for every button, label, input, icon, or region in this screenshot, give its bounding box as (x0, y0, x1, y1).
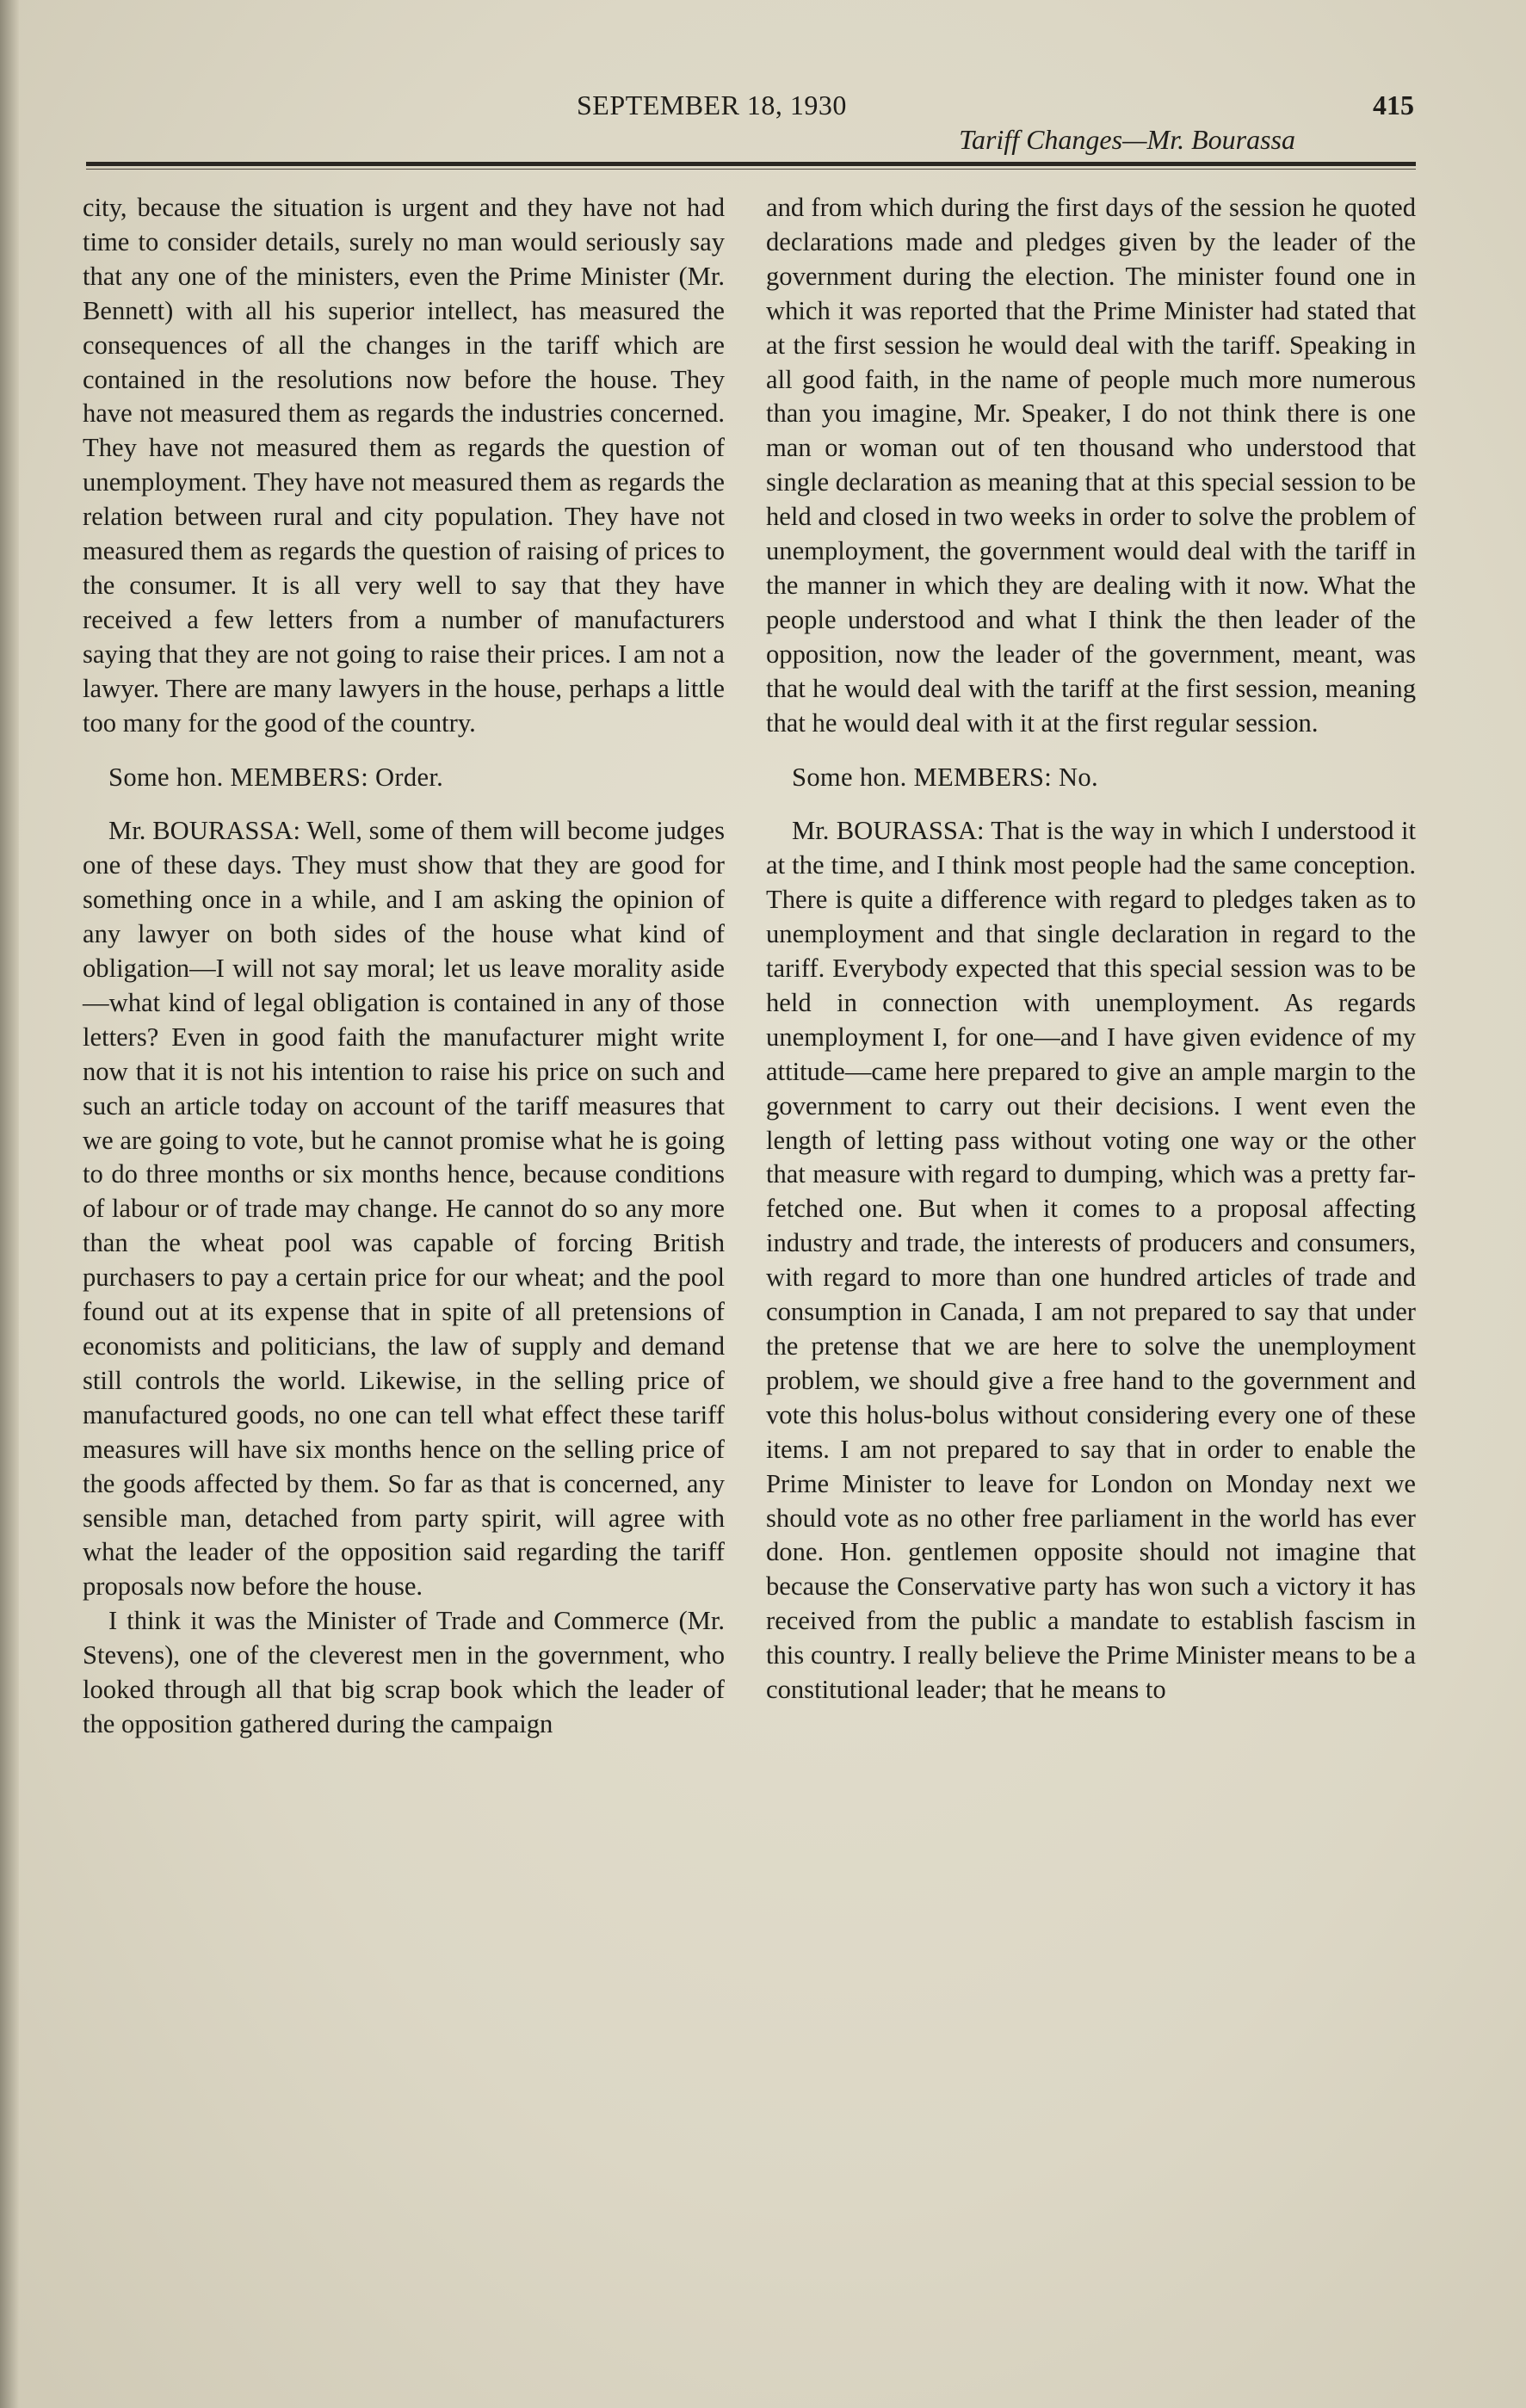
interjection: Some hon. MEMBERS: No. (792, 762, 1098, 792)
paragraph: Mr. BOURASSA: That is the way in which I understood it at the time, and I think most people had the same conception. There is quite a difference with regard to pledges taken as to unemployment and that single declaration in regard to the tariff. Everybody expected that this special session was to be held in connection with unemployment. As regards unemployment I, for one—and I have given evidence of my attitude—came here prepared to give an ample margin to the government to carry out their decisions. I went even the length of letting pass without voting one way or the other that measure with regard to dumping, which was a pretty far-fetched one. But when it comes to a proposal affecting industry and trade, the interests of producers and consumers, with regard to more than one hundred articles of trade and consumption in Canada, I am not prepared to say that under the pretense that we are here to solve the unemployment problem, we should give a free hand to the government and vote this holus-bolus without considering every one of these items. I am not prepared to say that in order to enable the Prime Minister to leave for London on Monday next we should vote as no other free parliament in the world has ever done. Hon. gentlemen opposite should not imagine that because the Conservative party has won such a victory it has received from the public a mandate to establish fascism in this country. I really believe the Prime Minister means to be a constitutional leader; that he means to (766, 816, 1416, 1705)
left-column (83, 191, 725, 1742)
paragraph: Mr. BOURASSA: Well, some of them will become judges one of these days. They must show that they are good for something once in a while, and I am asking the opinion of any lawyer on both sides of the house what kind of obligation—I will not say moral; let us leave morality aside—what kind of legal obligation is contained in any of those letters? Even in good faith the manufacturer might write now that it is not his intention to raise his price on such and such an article today on account of the tariff measures that we are going to vote, but he cannot promise what he is going to do three months or six months hence, because conditions of labour or of trade may change. He cannot do so any more than the wheat pool was capable of forcing British purchasers to pay a certain price for our wheat; and the pool found out at its expense that in spite of all pretensions of economists and politicians, the law of supply and demand still controls the world. Likewise, in the selling price of manufactured goods, no one can tell what effect these tariff measures will have six months hence on the selling price of the goods affected by them. So far as that is concerned, any sensible man, detached from party spirit, will agree with what the leader of the opposition said regarding the tariff proposals now before the house. (83, 816, 725, 1602)
paragraph: I think it was the Minister of Trade and Commerce (Mr. Stevens), one of the cleverest men in the government, who looked through all that big scrap book which the leader of the opposition gathered during the campaign (83, 1606, 725, 1738)
right-column (766, 191, 1416, 1707)
page-header (86, 86, 1424, 164)
header-date: SEPTEMBER 18, 1930 (577, 90, 847, 120)
paragraph: city, because the situation is urgent and they have not had time to consider details, surely no man would seriously say that any one of the ministers, even the Prime Minister (Mr. Bennett) with all his superior intellect, has measured the consequences of all the changes in the tariff which are contained in the resolutions now before the house. They have not measured them as regards the industries concerned. They have not measured them as regards the question of unemployment. They have not measured them as regards the relation between rural and city population. They have not measured them as regards the question of raising of prices to the consumer. It is all very well to say that they have received a few letters from a number of manufacturers saying that they are not going to raise their prices. I am not a lawyer. There are many lawyers in the house, perhaps a little too many for the good of the country. (83, 193, 725, 738)
page-number: 415 (1373, 90, 1414, 120)
paragraph: and from which during the first days of the session he quoted declarations made and pledges given by the leader of the government during the election. The minister found one in which it was reported that the Prime Minister had stated that at the first session he would deal with the tariff. Speaking in all good faith, in the name of people much more numerous than you imagine, Mr. Speaker, I do not think there is one man or woman out of ten thousand who understood that single declaration as meaning that at this special session to be held and closed in two weeks in order to solve the problem of unemployment, the government would deal with the tariff in the manner in which they are dealing with it now. What the people understood and what I think the then leader of the opposition, now the leader of the government, meant, was that he would deal with the tariff at the first session, meaning that he would deal with it at the first regular session. (766, 193, 1416, 738)
header-rule (86, 162, 1416, 166)
running-title: Tariff Changes—Mr. Bourassa (959, 124, 1295, 155)
interjection: Some hon. MEMBERS: Order. (108, 762, 444, 792)
binding-gutter (0, 0, 19, 2408)
header-rule-thin (86, 169, 1416, 170)
